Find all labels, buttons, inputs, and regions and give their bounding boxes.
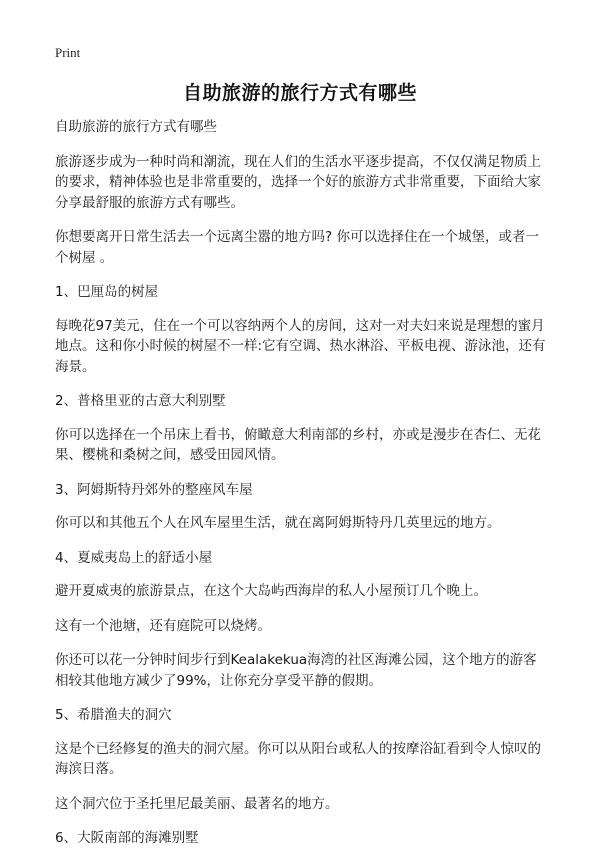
- section-heading-4: 4、夏威夷岛上的舒适小屋: [55, 549, 213, 566]
- question-paragraph: 你想要离开日常生活去一个远离尘嚣的地方吗? 你可以选择住在一个城堡，或者一个树屋 。: [55, 229, 539, 266]
- section-heading-2: 2、普格里亚的古意大利别墅: [55, 393, 226, 409]
- intro-paragraph: 旅游逐步成为一种时尚和潮流，现在人们的生活水平逐步提高，不仅仅满足物质上的要求，精神体验也是非常重要的，选择一个好的旅游方式非常重要，下面给大家分享最舒服的旅游方式有哪些。: [55, 153, 541, 211]
- section-body-3: 你可以和其他五个人在风车屋里生活，就在离阿姆斯特丹几英里远的地方。: [55, 515, 501, 531]
- page-title: 自助旅游的旅行方式有哪些: [182, 82, 417, 104]
- section-body-2: 你可以选择在一个吊床上看书，俯瞰意大利南部的乡村，亦或是漫步在杏仁、无花果、樱桃和桑树之间，感受田园风情。: [55, 426, 541, 463]
- section-body-4c: 你还可以花一分钟时间步行到Kealakekua海湾的社区海滩公园，这个地方的游客相较其他地方减少了99%，让你充分享受平静的假期。: [55, 652, 537, 689]
- print-label: Print: [55, 45, 81, 60]
- section-body-4a: 避开夏威夷的旅游景点，在这个大岛屿西海岸的私人小屋预订几个晚上。: [55, 583, 487, 599]
- section-body-1: 每晚花97美元，住在一个可以容纳两个人的房间，这对一对夫妇来说是理想的蜜月地点。这和你小时候的树屋不一样:它有空调、热水淋浴、平板电视、游泳池，还有海景。: [55, 317, 546, 375]
- article-body: [55, 117, 550, 862]
- article-subtitle: 自助旅游的旅行方式有哪些: [55, 119, 217, 135]
- section-heading-6: 6、大阪南部的海滩别墅: [55, 830, 199, 846]
- section-body-5a: 这是个已经修复的渔夫的洞穴屋。你可以从阳台或私人的按摩浴缸看到令人惊叹的海滨日落。: [55, 740, 541, 777]
- section-heading-1: 1、巴厘岛的树屋: [55, 284, 159, 300]
- section-body-5b: 这个洞穴位于圣托里尼最美丽、最著名的地方。: [55, 795, 339, 812]
- section-body-4b: 这有一个池塘，还有庭院可以烧烤。: [55, 617, 271, 634]
- section-heading-5: 5、希腊渔夫的洞穴: [55, 707, 172, 723]
- section-heading-3: 3、阿姆斯特丹郊外的整座风车屋: [55, 481, 253, 498]
